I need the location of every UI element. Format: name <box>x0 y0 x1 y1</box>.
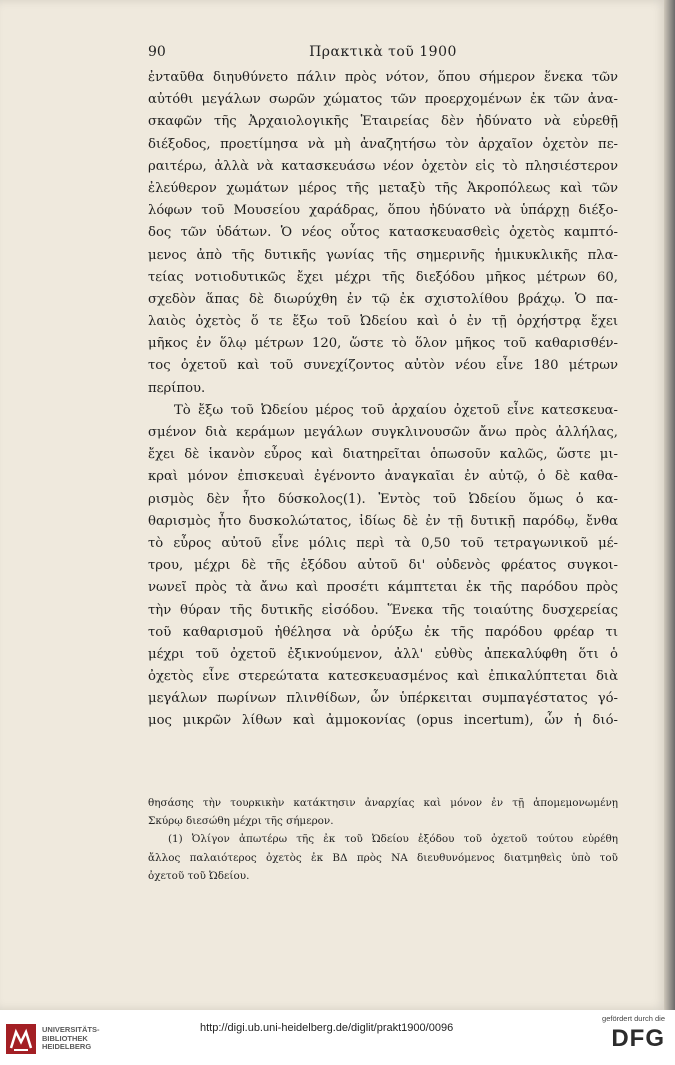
text-line: ὀχετὸς εἶνε στερεώτατα κατεσκευασμένος καὶ ἐπικαλύπτεται διὰ <box>148 669 618 685</box>
text-line: περίπου. <box>148 380 206 396</box>
text-line: μεγάλων πωρίνων πλινθίδων, ὧν ὑπέρκειται συμπαγέστατος γό- <box>148 691 618 707</box>
text-line: μος μικρῶν λίθων καὶ ἀμμοκονίας (opus incertum), ὧν ἡ διό- <box>148 713 618 729</box>
source-url-link[interactable]: http://digi.ub.uni-heidelberg.de/diglit/prakt1900/0096 <box>200 1022 454 1034</box>
text-line: διέξοδος, προετίμησα νὰ μὴ ἀναζητήσω τὸν ἀρχαῖον ὀχετὸν πε- <box>148 136 618 152</box>
text-line: σμένον διὰ κεράμων μεγάλων συγκλινουσῶν ἄνω πρὸς ἀλλήλας, <box>148 425 618 440</box>
page-number: 90 <box>148 44 166 60</box>
text-line: αὐτόθι μεγάλων σωρῶν χώματος τῶν προερχομένων ἐκ τῶν ἀνα- <box>148 92 618 108</box>
footnote-line: (1) Ὀλίγον ἀπωτέρω τῆς ἐκ τοῦ Ὠδείου ἐξόδου τοῦ ὀχετοῦ τούτου εὑρέθη <box>168 833 618 846</box>
page-header <box>148 44 618 64</box>
text-line: τὸ εὖρος αὐτοῦ εἶνε μόλις περὶ τὰ 0,50 τοῦ τετραγωνικοῦ μέ- <box>148 535 618 551</box>
text-line: μέχρι τοῦ ὀχετοῦ ἐξικνούμενον, ἀλλ' εὐθὺς ἀπεκαλύφθη ὅτι ὁ <box>148 646 618 662</box>
page-edge <box>664 0 675 1010</box>
library-logo[interactable] <box>6 1022 156 1058</box>
text-line: λόφων τοῦ Μουσείου χαράδρας, ὅπου ἠδύνατο νὰ ὑπάρχῃ διέξο- <box>148 203 618 219</box>
text-line: μενος ἀπὸ τῆς δυτικῆς γωνίας τῆς σημερινῆς ἡμικυκλικῆς πλα- <box>148 247 618 263</box>
text-line: ραιτέρω, ἀλλὰ νὰ κατασκευάσω νέον ὀχετὸν εἰς τὸ πλησιέστερον <box>148 158 618 174</box>
text-line: τρου, μέχρι δὲ τῆς ἐξόδου αὐτοῦ δι' οὐδενὸς φρέατος συγκοι- <box>148 558 618 574</box>
text-line: ἔχει δὲ ἱκανὸν εὖρος καὶ διατηρεῖται ὁπωσοῦν καλῶς, ὥστε μι- <box>148 447 618 463</box>
text-line: τοῦ καθαρισμοῦ ἠθέλησα νὰ ὀρύξω ἐκ τῆς παρόδου φρέαρ τι <box>148 624 618 640</box>
text-line: τείας νοτιοδυτικῶς ἔχει μέχρι τῆς διεξόδου μῆκος μέτρων 60, <box>148 269 618 285</box>
text-line: σκαφῶν τῆς Ἀρχαιολογικῆς Ἑταιρείας δὲν ἠδύνατο νὰ εὑρεθῇ <box>148 114 618 130</box>
dfg-logo[interactable]: DFG <box>611 1025 665 1052</box>
text-line: κραὶ μόνον ἐπισκευαὶ ἐγένοντο ἀναγκαῖαι ἐν αὐτῷ, ὁ δὲ καθα- <box>148 469 618 485</box>
text-line: ρισμὸς δὲν ἦτο δύσκολος(1). Ἐντὸς τοῦ Ὠδείου ὅμως ὁ κα- <box>148 491 618 507</box>
library-name: UNIVERSITÄTS- BIBLIOTHEK HEIDELBERG <box>42 1025 100 1051</box>
library-logo-icon <box>6 1024 36 1054</box>
text-line: μῆκος ἐν ὅλῳ μέτρων 120, ὥστε τὸ ὅλον μῆκος τοῦ καθαρισθέν- <box>148 336 618 352</box>
footnote-line: θησάσης τὴν τουρκικὴν κατάκτησιν ἀναρχίας καὶ μόνον ἐν τῇ ἀπομεμονωμένῃ <box>148 797 618 809</box>
text-line: Τὸ ἔξω τοῦ Ὠδείου μέρος τοῦ ἀρχαίου ὀχετοῦ εἶνε κατεσκευα- <box>174 402 618 418</box>
funder-block <box>585 1014 665 1058</box>
text-line: τὴν θύραν τῆς δυτικῆς εἰσόδου. Ἕνεκα τῆς τοιαύτης δυσχερείας <box>148 602 618 618</box>
text-line: σχεδὸν ἅπας δὲ διωρύχθη ἐν τῷ ἐκ σχιστολίθου βράχῳ. Ὁ πα- <box>148 291 618 307</box>
viewer-footer <box>0 1010 675 1065</box>
text-line: δος τῶν ὑδάτων. Ὁ νέος οὗτος κατασκευασθεὶς ὀχετὸς καμπτό- <box>148 225 618 241</box>
text-line: λαιὸς ὀχετὸς ὅ τε ἔξω τοῦ Ὠδείου καὶ ὁ ἐν τῇ ὀρχήστρᾳ ἔχει <box>148 314 618 330</box>
main-text <box>148 67 618 733</box>
funder-caption: gefördert durch die <box>602 1014 665 1023</box>
text-line: τος ὀχετοῦ καὶ τοῦ συνεχίζοντος αὐτὸν νέου εἶνε 180 μέτρων <box>148 358 618 374</box>
footnotes <box>148 794 618 885</box>
text-line: θαρισμὸς ἦτο δυσκολώτατος, ἰδίως δὲ ἐν τῇ δυτικῇ παρόδῳ, ἔνθα <box>148 513 618 529</box>
text-line: ἐνταῦθα διηυθύνετο πάλιν πρὸς νότον, ὅπου σήμερον ἕνεκα τῶν <box>148 70 618 85</box>
running-title: Πρακτικὰ τοῦ 1900 <box>309 44 457 60</box>
text-line: ἐλεύθερον χωμάτων μέρος τῆς μεταξὺ τῆς Ἀκροπόλεως καὶ τῶν <box>148 180 618 196</box>
footnote-line: ἄλλος παλαιότερος ὀχετὸς ἐκ ΒΔ πρὸς ΝΑ διευθυνόμενος διατμηθεὶς ὑπὸ τοῦ <box>148 851 618 864</box>
footnote-line: Σκύρῳ διεσώθη μέχρι τῆς σήμερον. <box>148 815 334 828</box>
text-line: νωνεῖ πρὸς τὰ ἄνω καὶ προσέτι κάμπτεται ἐκ τῆς παρόδου πρὸς <box>148 580 618 596</box>
footnote-line: ὀχετοῦ τοῦ Ὠδείου. <box>148 869 250 882</box>
